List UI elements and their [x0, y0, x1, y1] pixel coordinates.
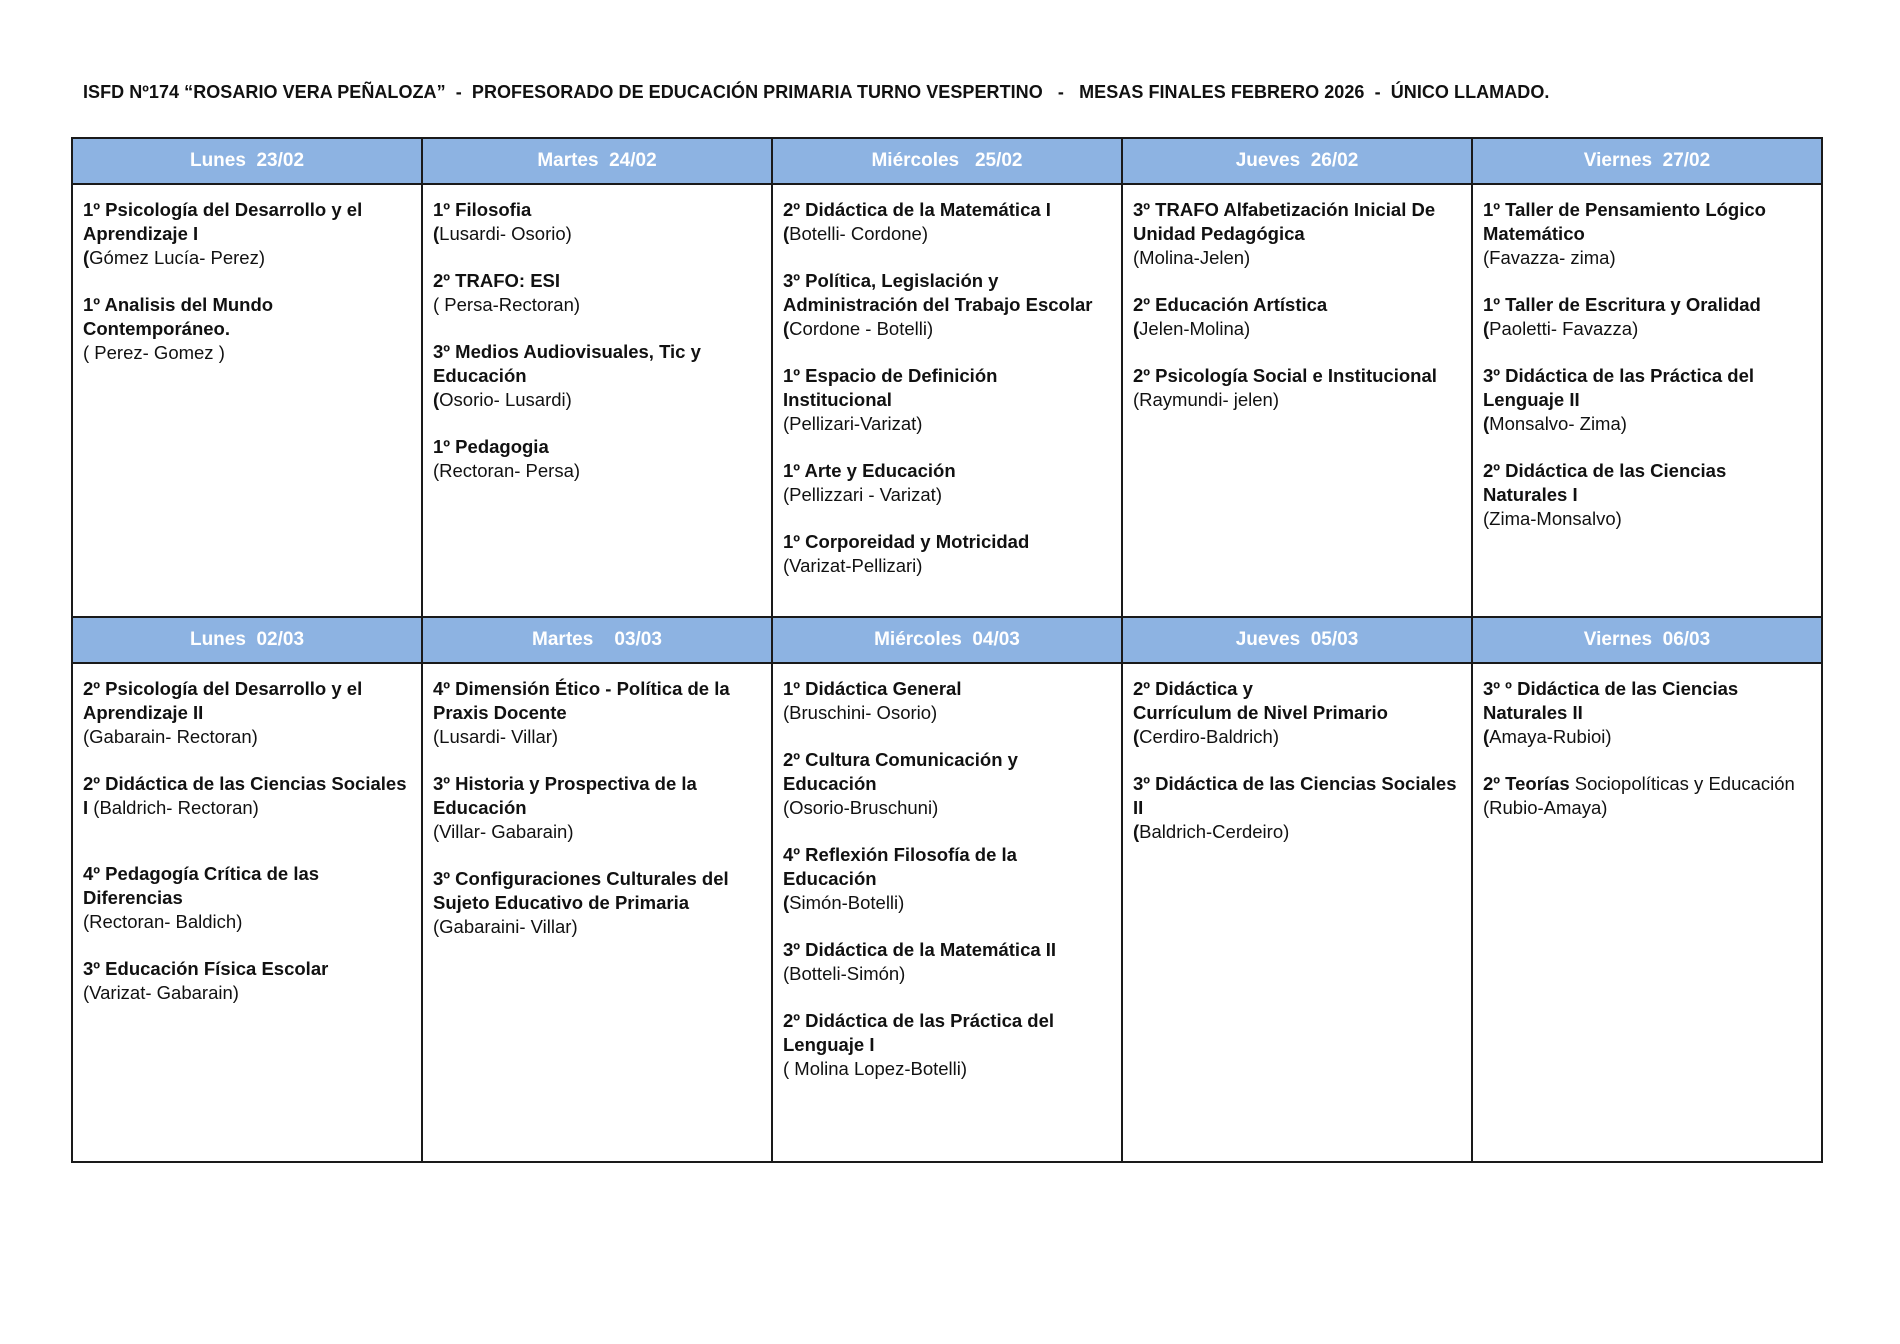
exam-professors-line [1483, 412, 1811, 436]
exam-entry [433, 677, 761, 749]
exam-row [72, 663, 1822, 1162]
open-paren: ( [1483, 413, 1490, 434]
exam-professors-line [433, 820, 761, 844]
exam-professors-line [433, 388, 761, 412]
exam-subject: 1º Didáctica General [783, 678, 962, 699]
open-paren: ( [1133, 726, 1140, 747]
day-header: Viernes 27/02 [1472, 138, 1822, 184]
exam-subject: 2º Didáctica de la Matemática I [783, 199, 1051, 220]
exam-professors-line [83, 246, 411, 270]
exam-professors-line [1483, 317, 1811, 341]
day-header: Lunes 23/02 [72, 138, 422, 184]
exam-subject: 1º Taller de Pensamiento Lógico Matemático [1483, 199, 1766, 244]
day-header: Miércoles 04/03 [772, 617, 1122, 663]
open-paren: ( [83, 247, 90, 268]
exam-professors-line [1483, 507, 1811, 531]
day-cell [1472, 184, 1822, 617]
exam-subject: 2º TRAFO: ESI [433, 270, 561, 291]
exam-entry [783, 269, 1111, 341]
exam-entry [783, 459, 1111, 507]
exam-entry [433, 772, 761, 844]
exam-entry [783, 938, 1111, 986]
exam-subject: 2º Psicología del Desarrollo y el Aprendizaje II [83, 678, 363, 723]
exam-professors-line [1133, 725, 1461, 749]
exam-entry [83, 293, 411, 365]
exam-professors-line [1133, 820, 1461, 844]
exam-professors: (Molina-Jelen) [1133, 247, 1251, 268]
exam-entry [433, 269, 761, 317]
exam-professors-line [1483, 725, 1811, 749]
day-cell [72, 663, 422, 1162]
exam-professors: ( Persa-Rectoran) [433, 294, 581, 315]
exam-entry [83, 772, 411, 820]
exam-entry [783, 1009, 1111, 1081]
exam-subject: 4º Reflexión Filosofía de la Educación [783, 844, 1017, 889]
exam-schedule-table [71, 137, 1823, 1163]
exam-professors: Lusardi- Osorio) [439, 223, 572, 244]
exam-subject: 3º Historia y Prospectiva de la Educación [433, 773, 697, 818]
exam-professors: Osorio- Lusardi) [439, 389, 572, 410]
exam-entry [1483, 677, 1811, 749]
exam-professors: (Osorio-Bruschuni) [783, 797, 939, 818]
open-paren: ( [433, 223, 440, 244]
exam-professors: Baldrich-Cerdeiro) [1139, 821, 1290, 842]
exam-professors-line [83, 981, 411, 1005]
open-paren: ( [1483, 318, 1490, 339]
exam-entry [1483, 198, 1811, 270]
exam-professors: Gómez Lucía- Perez) [89, 247, 265, 268]
exam-professors-line [1133, 317, 1461, 341]
open-paren: ( [783, 223, 790, 244]
day-cell [72, 184, 422, 617]
exam-professors-line [1483, 246, 1811, 270]
exam-professors: Sociopolíticas y Educación [1569, 773, 1795, 794]
exam-professors: (Rectoran- Baldich) [83, 911, 243, 932]
exam-entry [433, 340, 761, 412]
open-paren: ( [783, 318, 790, 339]
exam-professors-line [783, 962, 1111, 986]
exam-entry [783, 843, 1111, 915]
exam-professors-line [783, 1057, 1111, 1081]
exam-entry [1133, 293, 1461, 341]
exam-professors-line [83, 341, 411, 365]
exam-professors: Jelen-Molina) [1139, 318, 1251, 339]
day-cell [1122, 663, 1472, 1162]
exam-professors: Paoletti- Favazza) [1489, 318, 1639, 339]
exam-subject: 1º Corporeidad y Motricidad [783, 531, 1030, 552]
exam-entry [1483, 364, 1811, 436]
exam-subject: 3º TRAFO Alfabetización Inicial De Unidad Pedagógica [1133, 199, 1436, 244]
exam-professors: (Varizat-Pellizari) [783, 555, 923, 576]
exam-professors: (Rubio-Amaya) [1483, 797, 1608, 818]
day-header-row [72, 617, 1822, 663]
exam-professors-line [783, 701, 1111, 725]
exam-professors: Botelli- Cordone) [789, 223, 928, 244]
exam-professors: Cordone - Botelli) [789, 318, 934, 339]
exam-entry [783, 530, 1111, 578]
exam-professors: ( Molina Lopez-Botelli) [783, 1058, 968, 1079]
exam-subject: 1º Analisis del Mundo Contemporáneo. [83, 294, 274, 339]
exam-professors: (Villar- Gabarain) [433, 821, 574, 842]
exam-entry [1133, 198, 1461, 270]
exam-row [72, 184, 1822, 617]
exam-subject: 3º Configuraciones Culturales del Sujeto Educativo de Primaria [433, 868, 729, 913]
exam-professors: (Botteli-Simón) [783, 963, 906, 984]
open-paren: ( [433, 389, 440, 410]
exam-professors-line [783, 796, 1111, 820]
exam-professors: (Pellizari-Varizat) [783, 413, 923, 434]
exam-professors-line [1133, 246, 1461, 270]
exam-professors-line [783, 891, 1111, 915]
exam-professors-line [433, 725, 761, 749]
exam-subject: 2º Teorías [1483, 773, 1570, 794]
exam-professors: (Zima-Monsalvo) [1483, 508, 1622, 529]
exam-professors: (Lusardi- Villar) [433, 726, 559, 747]
exam-entry [83, 677, 411, 749]
exam-subject: 3º Didáctica de las Práctica del Lenguaje II [1483, 365, 1755, 410]
exam-professors: Amaya-Rubioi) [1489, 726, 1612, 747]
exam-professors: ( Perez- Gomez ) [83, 342, 225, 363]
exam-entry [433, 198, 761, 246]
exam-professors: (Varizat- Gabarain) [83, 982, 239, 1003]
exam-entry [783, 748, 1111, 820]
exam-professors-line [783, 412, 1111, 436]
exam-entry [1483, 293, 1811, 341]
exam-professors-line [783, 554, 1111, 578]
exam-professors-line [433, 459, 761, 483]
exam-entry [83, 862, 411, 934]
exam-subject: 2º Psicología Social e Institucional [1133, 365, 1437, 386]
exam-subject: 2º Educación Artística [1133, 294, 1328, 315]
exam-subject: 3º Didáctica de las Ciencias Sociales II [1133, 773, 1457, 818]
exam-entry [783, 198, 1111, 246]
exam-professors: (Rectoran- Persa) [433, 460, 581, 481]
exam-professors-line [83, 725, 411, 749]
exam-subject: 3º Medios Audiovisuales, Tic y Educación [433, 341, 701, 386]
exam-subject: 2º Cultura Comunicación y Educación [783, 749, 1018, 794]
exam-subject: 2º Didáctica de las Ciencias Sociales I [83, 773, 407, 818]
exam-entry [433, 867, 761, 939]
exam-subject: 3º Educación Física Escolar [83, 958, 329, 979]
exam-subject: 3º Política, Legislación y Administración del Trabajo Escolar [783, 270, 1093, 315]
day-header-row [72, 138, 1822, 184]
exam-subject: 1º Pedagogia [433, 436, 549, 457]
exam-entry [433, 435, 761, 483]
exam-professors: Cerdiro-Baldrich) [1139, 726, 1279, 747]
exam-professors-line [433, 293, 761, 317]
exam-subject: 1º Psicología del Desarrollo y el Aprendizaje I [83, 199, 363, 244]
exam-professors-line [783, 222, 1111, 246]
day-header: Miércoles 25/02 [772, 138, 1122, 184]
day-cell [1122, 184, 1472, 617]
exam-entry [783, 677, 1111, 725]
exam-entry [1133, 677, 1461, 749]
open-paren: ( [1483, 726, 1490, 747]
exam-entry [783, 364, 1111, 436]
day-cell [422, 663, 772, 1162]
exam-professors: (Baldrich- Rectoran) [88, 797, 259, 818]
exam-subject: 1º Taller de Escritura y Oralidad [1483, 294, 1761, 315]
open-paren: ( [783, 892, 790, 913]
document-title: ISFD Nº174 “ROSARIO VERA PEÑALOZA” - PROFESORADO DE EDUCACIÓN PRIMARIA TURNO VESPERTINO - MESAS FINALES FEBRERO 2026 - ÚNICO LLAMADO. [83, 82, 1550, 102]
day-cell [1472, 663, 1822, 1162]
exam-professors: (Favazza- zima) [1483, 247, 1616, 268]
exam-professors-line [433, 915, 761, 939]
exam-subject: 1º Filosofia [433, 199, 532, 220]
exam-professors-line [433, 222, 761, 246]
exam-subject: 1º Arte y Educación [783, 460, 956, 481]
day-cell [422, 184, 772, 617]
open-paren: ( [1133, 821, 1140, 842]
exam-entry [1483, 772, 1811, 820]
day-header: Martes 03/03 [422, 617, 772, 663]
day-header: Jueves 26/02 [1122, 138, 1472, 184]
exam-professors: (Bruschini- Osorio) [783, 702, 938, 723]
exam-professors: (Pellizzari - Varizat) [783, 484, 942, 505]
exam-professors: Monsalvo- Zima) [1489, 413, 1627, 434]
exam-subject: 4º Pedagogía Crítica de las Diferencias [83, 863, 320, 908]
day-header: Viernes 06/03 [1472, 617, 1822, 663]
day-header: Jueves 05/03 [1122, 617, 1472, 663]
day-header: Martes 24/02 [422, 138, 772, 184]
exam-professors: Simón-Botelli) [789, 892, 905, 913]
open-paren: ( [1133, 318, 1140, 339]
exam-professors: (Gabarain- Rectoran) [83, 726, 258, 747]
exam-subject: 2º Didáctica y Currículum de Nivel Primario [1133, 678, 1388, 723]
exam-subject: 1º Espacio de Definición Institucional [783, 365, 998, 410]
exam-entry [1133, 772, 1461, 844]
exam-professors: (Gabaraini- Villar) [433, 916, 578, 937]
day-header: Lunes 02/03 [72, 617, 422, 663]
exam-subject: 2º Didáctica de las Práctica del Lenguaje I [783, 1010, 1055, 1055]
exam-subject: 3º º Didáctica de las Ciencias Naturales II [1483, 678, 1739, 723]
exam-subject: 2º Didáctica de las Ciencias Naturales I [1483, 460, 1727, 505]
exam-entry [83, 957, 411, 1005]
exam-professors: (Raymundi- jelen) [1133, 389, 1279, 410]
exam-subject: 3º Didáctica de la Matemática II [783, 939, 1057, 960]
exam-entry [1483, 459, 1811, 531]
exam-professors-line [83, 910, 411, 934]
exam-subject: 4º Dimensión Ético - Política de la Praxis Docente [433, 678, 730, 723]
exam-professors-line [1133, 388, 1461, 412]
day-cell [772, 184, 1122, 617]
exam-entry [1133, 364, 1461, 412]
exam-professors-line [783, 317, 1111, 341]
day-cell [772, 663, 1122, 1162]
exam-professors-line [783, 483, 1111, 507]
exam-entry [83, 198, 411, 270]
